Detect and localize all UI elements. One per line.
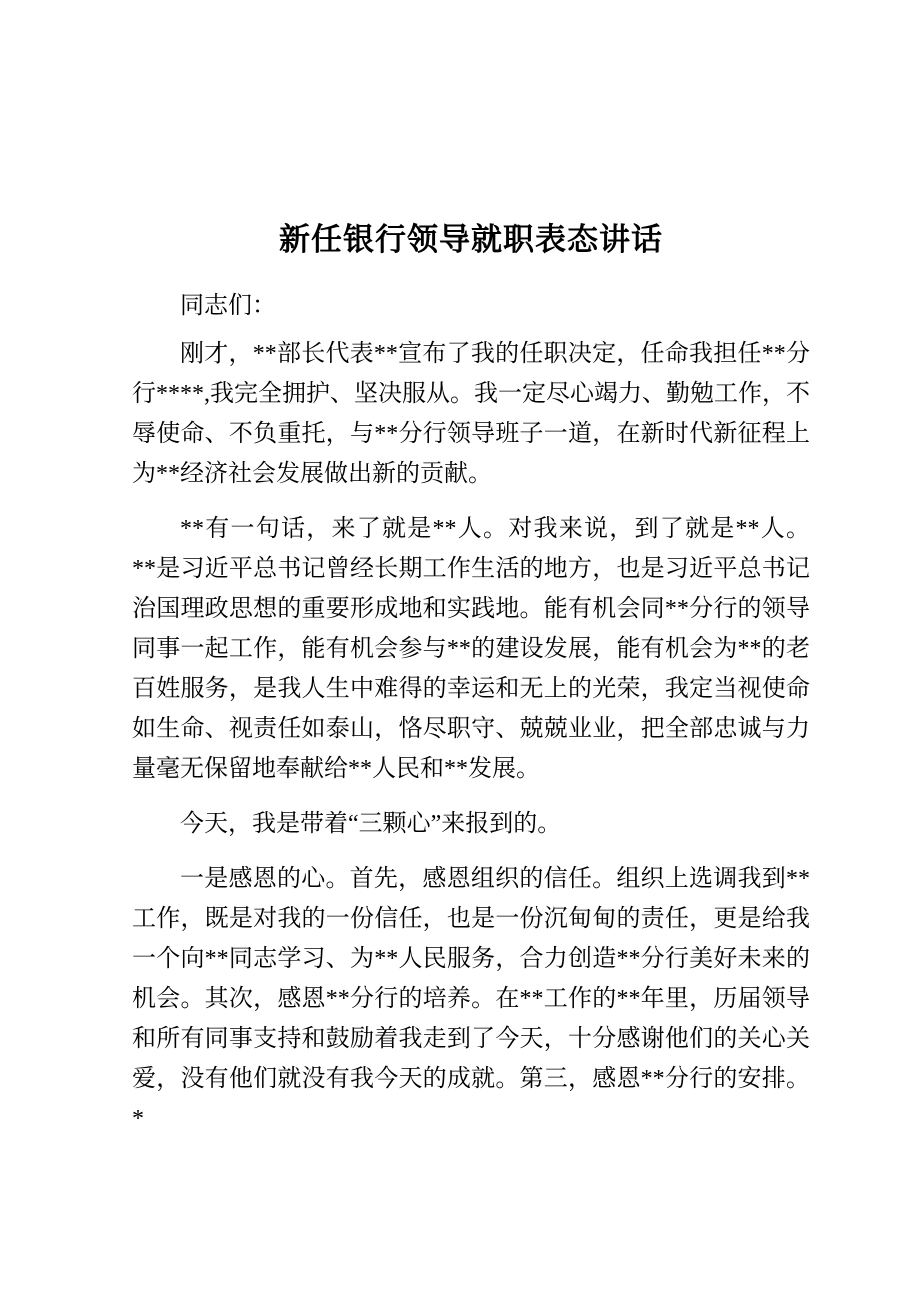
text-line: 行****,我完全拥护、坚决服从。我一定尽心竭力、勤勉工作，不	[132, 381, 810, 407]
greeting-line: 同志们：	[180, 293, 276, 319]
text-line: 和所有同事支持和鼓励着我走到了今天，十分感谢他们的关心关	[132, 1026, 810, 1052]
text-line: 为**经济社会发展做出新的贡献。	[132, 461, 492, 487]
text-line: 今天，我是带着“三颗心”来报到的。	[180, 811, 562, 837]
paragraph-4	[132, 859, 810, 1139]
document-body	[132, 218, 810, 1154]
paragraph-1	[132, 334, 810, 494]
document-title: 新任银行领导就职表态讲话	[279, 222, 663, 257]
text-line: **有一句话，来了就是**人。对我来说，到了就是**人。	[180, 516, 810, 542]
text-line: 治国理政思想的重要形成地和实践地。能有机会同**分行的领导	[132, 596, 810, 622]
text-line: 辱使命、不负重托，与**分行领导班子一道，在新时代新征程上	[132, 421, 810, 447]
text-line: 一是感恩的心。首先，感恩组织的信任。组织上选调我到**	[180, 866, 810, 892]
text-line: 量毫无保留地奉献给**人民和**发展。	[132, 756, 540, 782]
paragraph-2	[132, 509, 810, 789]
text-line: 刚才，**部长代表**宣布了我的任职决定，任命我担任**分	[180, 341, 810, 367]
text-line: 一个向**同志学习、为**人民服务，合力创造**分行美好未来的	[132, 946, 810, 972]
text-line: 如生命、视责任如泰山，恪尽职守、兢兢业业，把全部忠诚与力	[132, 716, 810, 742]
text-line: 机会。其次，感恩**分行的培养。在**工作的**年里，历届领导	[132, 986, 810, 1012]
paragraph-3	[132, 804, 810, 844]
text-line: 爱，没有他们就没有我今天的成就。第三，感恩**分行的安排。*	[132, 1066, 810, 1132]
text-line: **是习近平总书记曾经长期工作生活的地方，也是习近平总书记	[132, 556, 810, 582]
text-line: 工作，既是对我的一份信任，也是一份沉甸甸的责任，更是给我	[132, 906, 810, 932]
text-line: 百姓服务，是我人生中难得的幸运和无上的光荣，我定当视使命	[132, 676, 810, 702]
text-line: 同事一起工作，能有机会参与**的建设发展，能有机会为**的老	[132, 636, 810, 662]
